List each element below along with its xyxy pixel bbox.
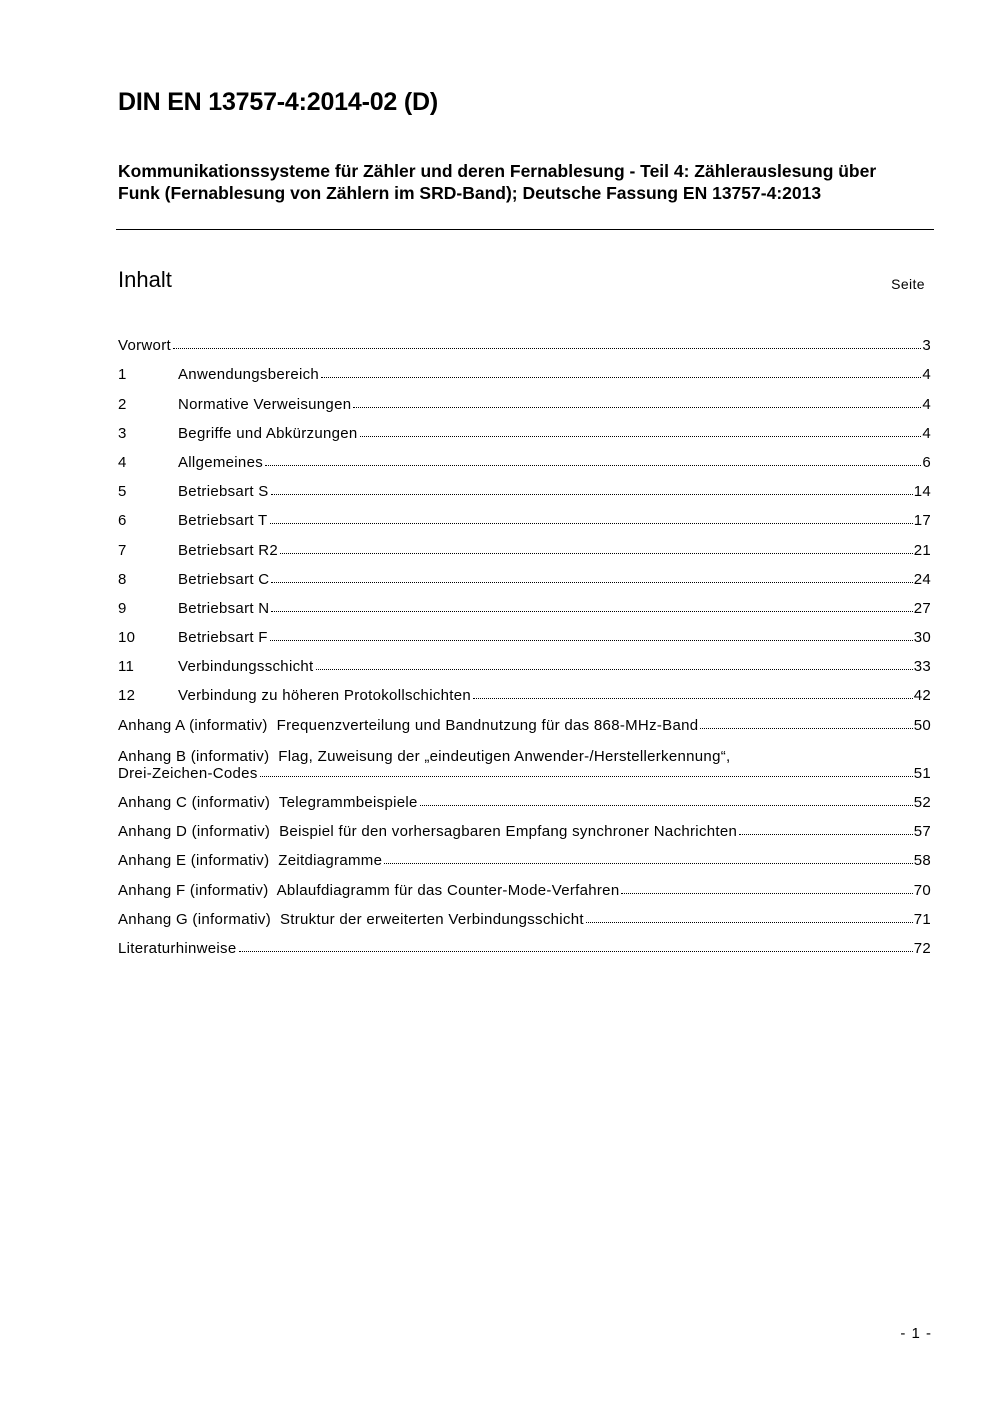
leader-dots [260, 775, 913, 777]
footer-page-number: - 1 - [900, 1325, 932, 1342]
toc-entry-9[interactable] [118, 588, 931, 617]
toc-entry-6[interactable] [118, 500, 931, 529]
toc-entry-page: 14 [913, 483, 931, 501]
toc-annex-page: 51 [913, 764, 931, 782]
toc-annex-label: Anhang C (informativ) Telegrammbeispiele [118, 794, 418, 811]
toc-entry-page: 6 [922, 453, 931, 471]
toc-entry-page: 21 [913, 541, 931, 559]
toc-annex-page: 58 [913, 852, 931, 870]
leader-dots [270, 522, 913, 524]
toc-annex-label-line1: Anhang B (informativ) Flag, Zuweisung der „eindeutigen Anwender-/Herstellerkennung“, [118, 747, 731, 765]
toc-entry-label: Betriebsart F [178, 629, 268, 647]
leader-dots [360, 435, 922, 437]
toc-annex-page: 52 [913, 794, 931, 811]
toc-entry-page: 4 [922, 395, 931, 413]
leader-dots [173, 347, 921, 349]
toc-annex-page: 71 [913, 910, 931, 928]
toc-annex-label: Anhang E (informativ) Zeitdiagramme [118, 852, 383, 870]
toc-entry-label: Verbindung zu höheren Protokollschichten [178, 687, 472, 705]
toc-entry-3[interactable] [118, 413, 931, 442]
toc-heading: Inhalt [118, 267, 172, 292]
title-divider [116, 229, 934, 230]
toc-entry-page: 30 [913, 629, 931, 647]
toc-annex-page: 50 [913, 716, 931, 734]
leader-dots [271, 581, 912, 583]
leader-dots [420, 804, 913, 806]
toc-annex-c[interactable] [118, 782, 931, 811]
toc-entry-label: Begriffe und Abkürzungen [178, 424, 358, 442]
toc-annex-label: Anhang G (informativ) Struktur der erweiterten Verbindungsschicht [118, 910, 584, 928]
toc-entry-number: 2 [118, 395, 127, 413]
toc-entry-page: 17 [913, 512, 931, 530]
leader-dots [271, 610, 912, 612]
toc-entry-number: 8 [118, 570, 127, 588]
toc-entry-bibliography[interactable] [118, 928, 931, 957]
toc-entry-page: 42 [913, 687, 931, 705]
toc-entry-page: 24 [913, 570, 931, 588]
toc-entry-number: 9 [118, 599, 127, 617]
toc-annex-d[interactable] [118, 811, 931, 840]
toc-entry-page: 72 [913, 939, 931, 957]
leader-dots [280, 552, 913, 554]
toc-annex-label: Anhang A (informativ) Frequenzverteilung und Bandnutzung für das 868-MHz-Band [118, 716, 699, 734]
toc-entry-4[interactable] [118, 442, 931, 471]
toc-page-column-label: Seite [891, 276, 925, 292]
toc-annex-b[interactable] [118, 734, 931, 782]
toc-entry-label: Betriebsart T [178, 512, 268, 530]
table-of-contents [118, 325, 931, 957]
toc-annex-page: 70 [913, 881, 931, 899]
toc-annex-g[interactable] [118, 899, 931, 928]
toc-entry-10[interactable] [118, 617, 931, 646]
toc-annex-a[interactable] [118, 704, 931, 733]
leader-dots [316, 668, 913, 670]
leader-dots [353, 406, 921, 408]
toc-entry-vorwort[interactable] [118, 325, 931, 354]
toc-entry-2[interactable] [118, 383, 931, 412]
toc-annex-label: Anhang F (informativ) Ablaufdiagramm für das Counter-Mode-Verfahren [118, 881, 620, 899]
leader-dots [700, 727, 912, 729]
toc-entry-1[interactable] [118, 354, 931, 383]
toc-entry-page: 33 [913, 658, 931, 676]
toc-entry-label: Betriebsart N [178, 599, 270, 617]
toc-entry-label: Betriebsart S [178, 483, 269, 501]
leader-dots [265, 464, 921, 466]
document-title: DIN EN 13757-4:2014-02 (D) [118, 88, 438, 116]
toc-entry-12[interactable] [118, 675, 931, 704]
toc-annex-label: Anhang D (informativ) Beispiel für den vorhersagbaren Empfang synchroner Nachrichten [118, 823, 738, 841]
leader-dots [239, 950, 913, 952]
toc-entry-number: 5 [118, 483, 127, 501]
leader-dots [384, 862, 912, 864]
toc-annex-f[interactable] [118, 869, 931, 898]
leader-dots [271, 493, 913, 495]
toc-entry-number: 3 [118, 424, 127, 442]
toc-entry-label: Betriebsart C [178, 570, 270, 588]
toc-entry-page: 4 [922, 366, 931, 384]
toc-entry-label: Verbindungsschicht [178, 658, 314, 676]
toc-entry-page: 27 [913, 599, 931, 617]
leader-dots [586, 921, 913, 923]
toc-entry-8[interactable] [118, 559, 931, 588]
leader-dots [621, 892, 912, 894]
leader-dots [739, 833, 913, 835]
toc-entry-label: Normative Verweisungen [178, 395, 352, 413]
toc-entry-page: 3 [922, 337, 931, 355]
toc-entry-page: 4 [922, 424, 931, 442]
leader-dots [321, 376, 921, 378]
toc-entry-number: 6 [118, 512, 127, 530]
toc-entry-number: 1 [118, 366, 127, 384]
toc-entry-7[interactable] [118, 529, 931, 558]
toc-entry-number: 4 [118, 453, 127, 471]
toc-entry-label: Allgemeines [178, 453, 264, 471]
toc-entry-label: Anwendungsbereich [178, 366, 320, 384]
toc-entry-label: Vorwort [118, 337, 171, 355]
toc-annex-page: 57 [913, 823, 931, 841]
toc-entry-5[interactable] [118, 471, 931, 500]
document-subtitle: Kommunikationssysteme für Zähler und deren Fernablesung - Teil 4: Zählerauslesung über Funk (Fernablesung von Zählern im SRD-Band); Deutsche Fassung EN 13757-4:2013 [118, 161, 877, 203]
toc-entry-number: 7 [118, 541, 127, 559]
toc-annex-label: Drei-Zeichen-Codes [118, 764, 258, 782]
toc-entry-label: Literaturhinweise [118, 939, 237, 957]
toc-entry-number: 11 [118, 658, 135, 676]
toc-annex-e[interactable] [118, 840, 931, 869]
toc-entry-number: 10 [118, 629, 136, 647]
toc-entry-number: 12 [118, 687, 136, 705]
toc-entry-label: Betriebsart R2 [178, 541, 279, 559]
toc-entry-11[interactable] [118, 646, 931, 675]
leader-dots [270, 639, 913, 641]
leader-dots [473, 697, 913, 699]
